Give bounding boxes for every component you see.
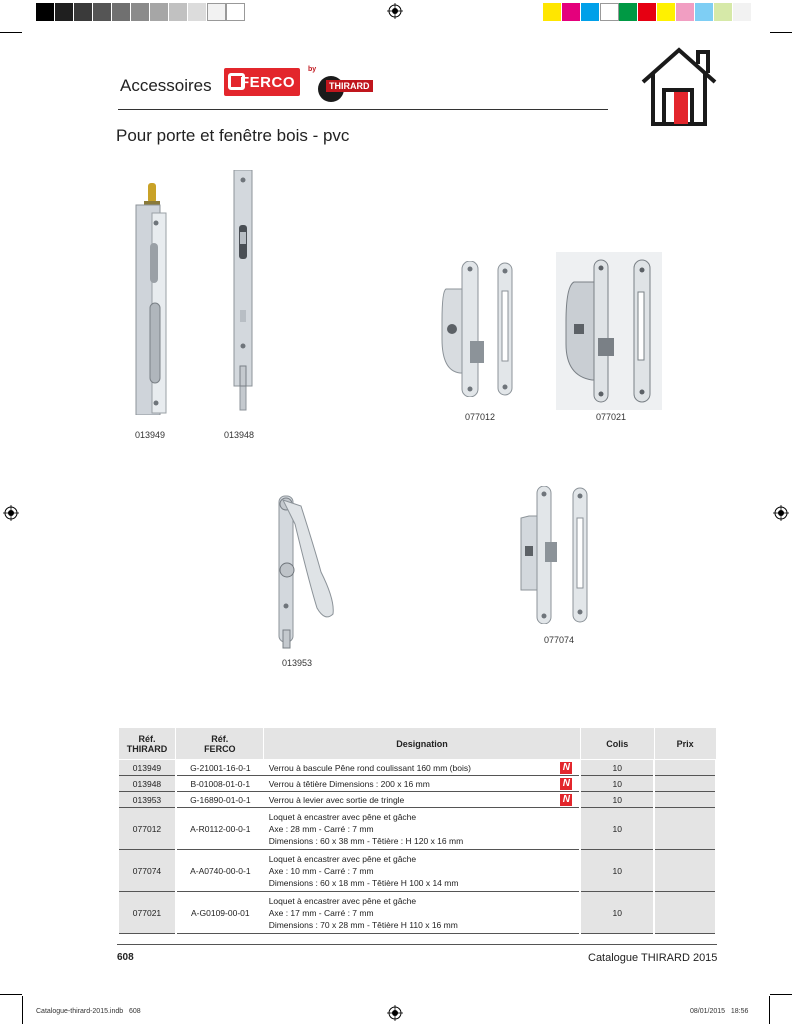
new-badge-icon: N xyxy=(560,762,572,774)
product-image-077074 xyxy=(517,486,593,624)
crop-mark xyxy=(0,32,22,33)
slug-file: Catalogue-thirard-2015.indb 608 xyxy=(36,1008,141,1015)
color-bar xyxy=(543,3,752,21)
image-caption: 013949 xyxy=(135,430,166,440)
cell-colis: 10 xyxy=(580,792,654,808)
header-ref-ferco: Réf. FERCO xyxy=(176,728,264,760)
designation-line: Loquet à encastrer avec pêne et gâche xyxy=(268,811,417,822)
designation-line: Axe : 17 mm - Carré : 7 mm xyxy=(268,907,374,918)
cell-designation xyxy=(264,808,581,850)
designation-line: Dimensions : 70 x 28 mm - Têtière H 110 x 16 mm xyxy=(268,919,458,930)
table-row xyxy=(118,850,716,892)
cell-colis: 10 xyxy=(580,808,654,850)
cell-ref-thirard: 077021 xyxy=(118,892,176,934)
crop-mark xyxy=(769,996,770,1024)
cell-colis: 10 xyxy=(580,850,654,892)
designation-line: Axe : 10 mm - Carré : 7 mm xyxy=(268,865,374,876)
header-ref-thirard: Réf. THIRARD xyxy=(118,728,176,760)
registration-mark-icon xyxy=(773,505,789,521)
cell-designation xyxy=(264,776,581,792)
table-row xyxy=(118,892,716,934)
table-row xyxy=(118,792,716,808)
table-row xyxy=(118,808,716,850)
cell-ref-thirard: 077012 xyxy=(118,808,176,850)
ferco-logo-text: FERCO xyxy=(240,73,295,91)
cell-ref-ferco: G-16890-01-0-1 xyxy=(176,792,264,808)
cell-designation xyxy=(264,760,581,776)
cell-colis: 10 xyxy=(580,776,654,792)
thirard-logo: THIRARD xyxy=(326,80,373,92)
cell-ref-ferco: A-A0740-00-0-1 xyxy=(176,850,264,892)
table-row xyxy=(118,760,716,776)
ferco-logo xyxy=(224,68,300,96)
cell-ref-thirard: 013953 xyxy=(118,792,176,808)
page-subtitle: Pour porte et fenêtre bois - pvc xyxy=(116,126,350,145)
designation-line: Dimensions : 60 x 38 mm - Têtière : H 120 x 16 mm xyxy=(268,835,464,846)
cell-ref-ferco: A-G0109-00-01 xyxy=(176,892,264,934)
cell-designation xyxy=(264,892,581,934)
designation-line: Dimensions : 60 x 18 mm - Têtière H 100 x 14 mm xyxy=(268,877,459,888)
header-designation: Designation xyxy=(264,728,581,760)
header-rule xyxy=(118,109,608,110)
designation-line: Verrou à levier avec sortie de tringle xyxy=(268,794,405,805)
designation-line: Loquet à encastrer avec pêne et gâche xyxy=(268,895,417,906)
header-prix: Prix xyxy=(654,728,716,760)
cell-prix xyxy=(654,892,716,934)
cell-prix xyxy=(654,792,716,808)
new-badge-icon: N xyxy=(560,778,572,790)
table-row xyxy=(118,776,716,792)
cell-colis: 10 xyxy=(580,760,654,776)
cell-prix xyxy=(654,776,716,792)
product-image-013949 xyxy=(132,183,174,415)
cell-ref-ferco: G-21001-16-0-1 xyxy=(176,760,264,776)
new-badge-icon: N xyxy=(560,794,572,806)
cell-ref-thirard: 077074 xyxy=(118,850,176,892)
ferco-mark-icon xyxy=(228,73,245,90)
image-caption: 013948 xyxy=(224,430,255,440)
page-number: 608 xyxy=(117,952,134,963)
crop-mark xyxy=(0,994,22,995)
grayscale-bar xyxy=(36,3,245,21)
crop-mark xyxy=(770,994,792,995)
by-label: by xyxy=(308,66,317,73)
product-image-077021 xyxy=(556,252,662,410)
product-image-013948 xyxy=(231,170,255,417)
registration-mark-icon xyxy=(387,3,403,19)
catalogue-title: Catalogue THIRARD 2015 xyxy=(588,952,718,964)
product-image-013953 xyxy=(275,490,343,650)
crop-mark xyxy=(770,32,792,33)
cell-colis: 10 xyxy=(580,892,654,934)
designation-line: Axe : 28 mm - Carré : 7 mm xyxy=(268,823,374,834)
registration-mark-icon xyxy=(3,505,19,521)
cell-designation xyxy=(264,792,581,808)
cell-prix xyxy=(654,808,716,850)
cell-ref-thirard: 013949 xyxy=(118,760,176,776)
crop-mark xyxy=(22,996,23,1024)
cell-prix xyxy=(654,760,716,776)
section-title: Accessoires xyxy=(120,76,212,95)
footer-rule xyxy=(117,944,717,945)
designation-line: Loquet à encastrer avec pêne et gâche xyxy=(268,853,417,864)
cell-ref-ferco: B-01008-01-0-1 xyxy=(176,776,264,792)
designation-line: Verrou à bascule Pêne rond coulissant 160 mm (bois) xyxy=(268,762,471,773)
header-colis: Colis xyxy=(580,728,654,760)
slug-date: 08/01/2015 18:56 xyxy=(690,1008,749,1015)
table-header-row xyxy=(118,728,716,760)
designation-line: Verrou à têtière Dimensions : 200 x 16 mm xyxy=(268,778,430,789)
cell-ref-ferco: A-R0112-00-0-1 xyxy=(176,808,264,850)
registration-mark-icon xyxy=(387,1005,403,1021)
cell-prix xyxy=(654,850,716,892)
image-caption: 077021 xyxy=(596,412,627,422)
product-table xyxy=(117,727,717,934)
image-caption: 013953 xyxy=(282,658,313,668)
product-image-077012 xyxy=(440,261,518,397)
cell-ref-thirard: 013948 xyxy=(118,776,176,792)
cell-designation xyxy=(264,850,581,892)
house-icon xyxy=(640,44,718,130)
image-caption: 077012 xyxy=(465,412,496,422)
image-caption: 077074 xyxy=(544,635,575,645)
